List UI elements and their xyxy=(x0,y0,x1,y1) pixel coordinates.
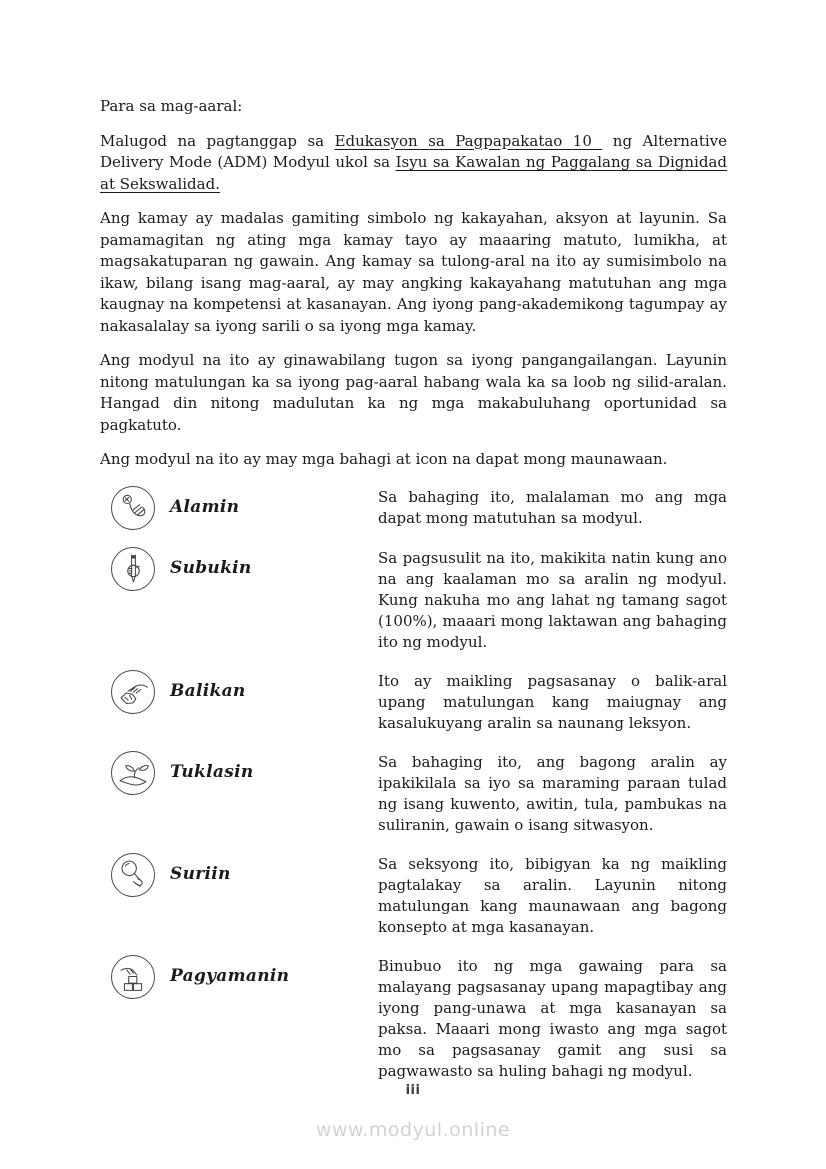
salutation: Para sa mag-aaral: xyxy=(100,97,243,115)
module-parts-list xyxy=(100,486,727,1082)
section-description: Sa bahaging ito, malalaman mo ang mga dapat mong matutuhan sa modyul. xyxy=(378,487,727,527)
section-description: Sa bahaging ito, ang bagong aralin ay ipakikilala sa iyo sa maraming paraan tulad ng isang kuwento, awitin, tula, pambukas na suliranin, gawain o isang sitwasyon. xyxy=(378,752,727,834)
hand-magnifying-glass-icon xyxy=(111,853,155,897)
section-description: Sa seksyong ito, bibigyan ka ng maikling pagtalakay sa aralin. Layunin nitong matulungan kang maunawaan ang bagong konsepto at mga kasanayan. xyxy=(378,854,727,936)
section-row-suriin xyxy=(100,853,727,938)
body-paragraph-hands: Ang kamay ay madalas gamiting simbolo ng kakayahan, aksyon at layunin. Sa pamamagitan ng ating mga kamay tayo ay maaaring matuto, lumikha, at magsakatuparan ng gawain. Ang kamay sa tulong-aral na ito ay sumisimbolo na ikaw, bilang isang mag-aaral, ay may angking kakayahang matutuhan ang mga kaugnay na kompetensi at kasanayan. Ang iyong pang-akademikong tagumpay ay nakasalalay sa iyong sarili o sa iyong mga kamay. xyxy=(100,209,727,335)
icon-cell xyxy=(100,547,170,653)
hand-holding-pencil-icon xyxy=(111,547,155,591)
section-label: Pagyamanin xyxy=(170,965,290,986)
module-subject-underlined: Edukasyon sa Pagpapakatao 10 xyxy=(334,131,603,150)
intro-text-1: Malugod na pagtanggap sa xyxy=(100,131,335,150)
hand-pressing-button-icon xyxy=(111,486,155,530)
section-label: Subukin xyxy=(170,557,252,578)
section-label: Suriin xyxy=(170,863,231,884)
intro-paragraph xyxy=(100,131,727,196)
section-description: Sa pagsusulit na ito, makikita natin kung ano na ang kaalaman mo sa aralin ng modyul. Kung nakuha mo ang lahat ng tamang sagot (100%), maaari mong laktawan ang bahaging ito ng modyul. xyxy=(378,548,727,651)
icons-intro-line: Ang modyul na ito ay may mga bahagi at icon na dapat mong maunawaan. xyxy=(100,450,668,468)
hand-holding-sprout-icon xyxy=(111,751,155,795)
module-topic-underlined: Isyu sa Kawalan ng Paggalang sa Dignidad at Sekswalidad. xyxy=(100,153,727,193)
section-label: Tuklasin xyxy=(170,761,254,782)
intro-text-2: ng Alternative Delivery Mode (ADM) Modyul ukol sa xyxy=(100,131,727,171)
icon-cell xyxy=(100,955,170,1082)
body-paragraph-purpose: Ang modyul na ito ay ginawabilang tugon sa iyong pangangailangan. Layunin nitong matulungan ka sa iyong pag-aaral habang wala ka sa loob ng silid-aralan. Hangad din nitong madulutan ka ng mga makabuluhang oportunidad sa pagkatuto. xyxy=(100,351,727,434)
section-label: Balikan xyxy=(170,680,246,701)
hand-writing-paper-icon xyxy=(111,670,155,714)
icon-cell xyxy=(100,486,170,530)
section-label: Alamin xyxy=(170,496,240,517)
section-row-balikan xyxy=(100,670,727,734)
section-row-subukin xyxy=(100,547,727,653)
hand-stacking-blocks-icon xyxy=(111,955,155,999)
page-content xyxy=(100,96,727,1099)
section-row-pagyamanin xyxy=(100,955,727,1082)
section-row-alamin xyxy=(100,486,727,530)
section-description: Ito ay maikling pagsasanay o balik-aral upang matulungan kang maiugnay ang kasalukuyang aralin sa naunang leksyon. xyxy=(378,671,727,732)
icon-cell xyxy=(100,853,170,938)
watermark: www.modyul.online xyxy=(315,1119,511,1141)
section-row-tuklasin xyxy=(100,751,727,836)
icon-cell xyxy=(100,751,170,836)
icon-cell xyxy=(100,670,170,734)
page-number: iii xyxy=(405,1083,421,1098)
section-description: Binubuo ito ng mga gawaing para sa malayang pagsasanay upang mapagtibay ang iyong pang-unawa at mga kasanayan sa paksa. Maaari mong iwasto ang mga sagot mo sa pagsasanay gamit ang susi sa pagwawasto sa huling bahagi ng modyul. xyxy=(378,956,727,1080)
